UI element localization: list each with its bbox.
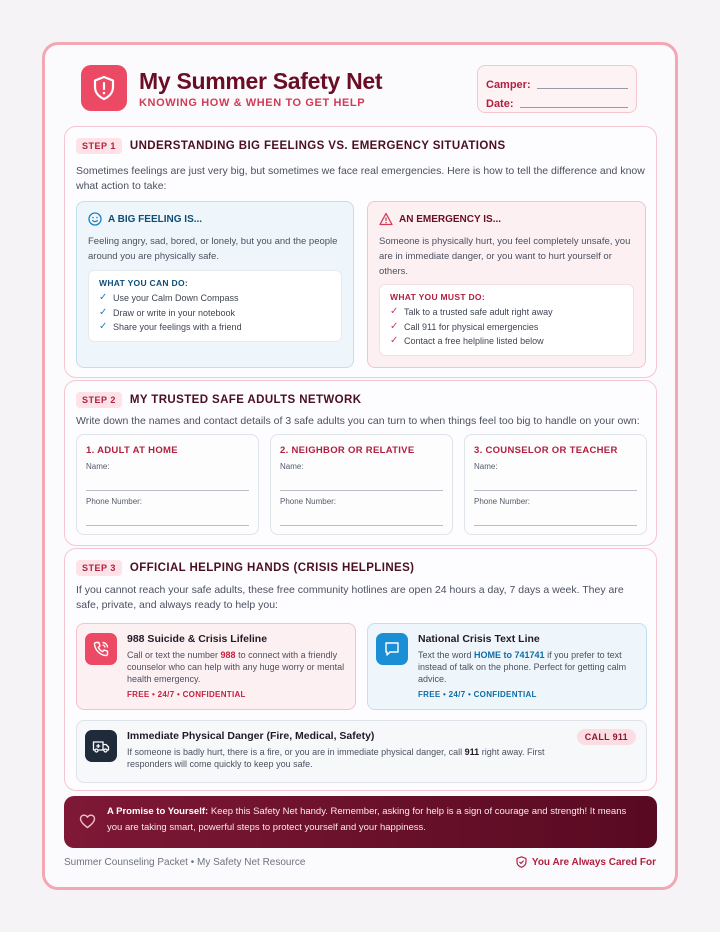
- step2-intro: Write down the names and contact details of 3 safe adults you can turn to when things feel too big to handle on your own:: [76, 415, 640, 427]
- emergency-card: [367, 201, 646, 368]
- lifeline-card: [76, 623, 356, 710]
- phone-label: Phone Number:: [280, 497, 337, 506]
- footer-right-text: You Are Always Cared For: [531, 856, 656, 868]
- list-item: ✓ Use your Calm Down Compass: [99, 291, 331, 306]
- textline-text: Text the word HOME to 741741 if you prefer to text instead of talk on the phone. Perfect for getting calm advice.: [418, 650, 627, 684]
- date-label: Date:: [486, 98, 514, 110]
- check-icon: ✓: [99, 321, 108, 332]
- promise-lead: A Promise to Yourself:: [107, 806, 209, 817]
- promise-banner: [64, 796, 657, 848]
- danger-title: Immediate Physical Danger (Fire, Medical, Safety): [127, 730, 375, 742]
- page-subtitle: KNOWING HOW & WHEN TO GET HELP: [139, 97, 366, 109]
- step3-intro: If you cannot reach your safe adults, these free community hotlines are open 24 hours a day, 7 days a week. They are safe, private, and always ready to help you:: [76, 584, 624, 611]
- name-label: Name:: [86, 462, 110, 471]
- shield-check-icon: [516, 856, 527, 868]
- phone-field[interactable]: [86, 506, 249, 526]
- step3-title: OFFICIAL HELPING HANDS (CRISIS HELPLINES): [129, 562, 415, 574]
- must-do-title: WHAT YOU MUST DO:: [390, 292, 485, 302]
- step3-section: [64, 548, 657, 791]
- step1-intro: Sometimes feelings are just very big, but sometimes we face real emergencies. Here is how to tell the difference and know what action to take:: [76, 165, 645, 192]
- phone-field[interactable]: [474, 506, 637, 526]
- big-feeling-card: [76, 201, 354, 368]
- check-icon: ✓: [99, 292, 108, 303]
- lifeline-number: 988: [220, 650, 236, 660]
- step2-title: MY TRUSTED SAFE ADULTS NETWORK: [129, 394, 362, 406]
- adult-card-neighbor: [270, 434, 453, 535]
- footer-left-text: Summer Counseling Packet • My Safety Net Resource: [64, 857, 306, 868]
- message-icon: [376, 633, 408, 665]
- heart-icon: [79, 813, 96, 830]
- check-icon: ✓: [390, 306, 399, 317]
- danger-card: [76, 720, 647, 783]
- textline-title: National Crisis Text Line: [418, 633, 540, 645]
- can-do-title: WHAT YOU CAN DO:: [99, 278, 189, 288]
- date-field[interactable]: [520, 107, 628, 108]
- step3-badge: STEP 3: [76, 560, 122, 576]
- smile-icon: [88, 212, 102, 226]
- shield-alert-icon: [81, 65, 127, 111]
- page-title: My Summer Safety Net: [139, 68, 383, 94]
- emergency-title: AN EMERGENCY IS...: [399, 213, 502, 225]
- call-911-badge: CALL 911: [577, 729, 636, 745]
- adult-card-title: 2. NEIGHBOR OR RELATIVE: [280, 445, 415, 456]
- phone-label: Phone Number:: [86, 497, 143, 506]
- big-feeling-text: Feeling angry, sad, bored, or lonely, but you and the people around you are physically safe.: [88, 236, 338, 262]
- check-icon: ✓: [99, 306, 108, 318]
- adult-card-title: 1. ADULT AT HOME: [86, 445, 178, 456]
- name-label: Name:: [280, 462, 304, 471]
- emergency-text: Someone is physically hurt, you feel completely unsafe, you are in immediate danger, or you want to hurt yourself or others.: [379, 236, 631, 277]
- phone-icon: [85, 633, 117, 665]
- list-item: ✓ Talk to a trusted safe adult right away: [390, 305, 623, 320]
- textline-keyword: HOME to 741741: [474, 650, 545, 660]
- can-do-box: [88, 270, 342, 342]
- list-item: ✓ Call 911 for physical emergencies: [390, 320, 623, 335]
- check-icon: ✓: [390, 335, 399, 346]
- list-item: ✓ Draw or write in your notebook: [99, 306, 331, 321]
- warning-icon: [379, 212, 393, 226]
- name-field[interactable]: [474, 471, 637, 491]
- lifeline-tag: FREE • 24/7 • CONFIDENTIAL: [127, 690, 246, 699]
- adult-card-counselor: [464, 434, 647, 535]
- step1-title: UNDERSTANDING BIG FEELINGS VS. EMERGENCY SITUATIONS: [129, 140, 506, 152]
- must-do-box: [379, 284, 634, 356]
- step1-badge: STEP 1: [76, 138, 122, 154]
- name-field[interactable]: [280, 471, 443, 491]
- lifeline-title: 988 Suicide & Crisis Lifeline: [127, 633, 268, 645]
- adult-card-home: [76, 434, 259, 535]
- camper-label: Camper:: [486, 79, 531, 91]
- phone-field[interactable]: [280, 506, 443, 526]
- big-feeling-title: A BIG FEELING IS...: [108, 213, 203, 225]
- camper-info-box: [477, 65, 637, 113]
- header: [63, 45, 657, 123]
- textline-card: [367, 623, 647, 710]
- phone-label: Phone Number:: [474, 497, 531, 506]
- promise-text: Keep this Safety Net handy. Remember, asking for help is a sign of courage and strength! It means you are taking smart, powerful steps to protect yourself and your happiness.: [107, 806, 627, 833]
- list-item: ✓ Share your feelings with a friend: [99, 320, 331, 335]
- textline-tag: FREE • 24/7 • CONFIDENTIAL: [418, 690, 537, 699]
- name-field[interactable]: [86, 471, 249, 491]
- camper-name-field[interactable]: [537, 88, 628, 89]
- lifeline-text: Call or text the number 988 to connect with a friendly counselor who can help with any huge worry or mental health emergency.: [127, 650, 345, 684]
- worksheet-page: [42, 42, 678, 890]
- step2-badge: STEP 2: [76, 392, 122, 408]
- check-icon: ✓: [390, 320, 399, 332]
- danger-text: If someone is badly hurt, there is a fire, or you are in immediate physical danger, call 911 right away. First responders will come quickly to keep you safe.: [127, 747, 545, 769]
- step1-section: [64, 126, 657, 378]
- step2-section: [64, 380, 657, 546]
- adult-card-title: 3. COUNSELOR OR TEACHER: [474, 445, 618, 456]
- footer-right: [516, 856, 656, 868]
- danger-number: 911: [464, 747, 480, 757]
- name-label: Name:: [474, 462, 498, 471]
- list-item: ✓ Contact a free helpline listed below: [390, 334, 623, 349]
- ambulance-icon: [85, 730, 117, 762]
